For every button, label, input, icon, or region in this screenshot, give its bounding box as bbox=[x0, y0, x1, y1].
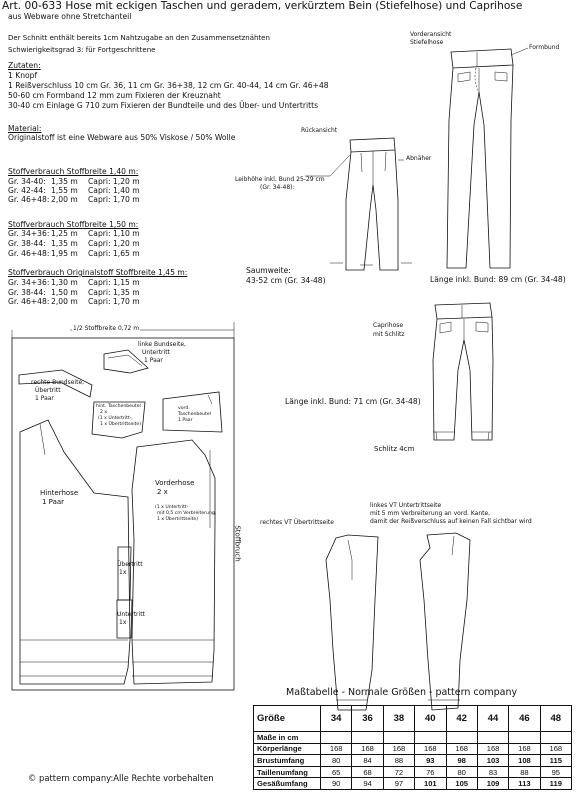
verbrauch-capri: Capri: 1,65 m bbox=[88, 249, 140, 258]
label-saumweite-value: 43-52 cm (Gr. 34-48) bbox=[246, 276, 326, 285]
table-cell: 101 bbox=[415, 778, 446, 790]
label-abnaeher: Abnäher bbox=[406, 155, 432, 162]
label-leibhoehe: Leibhöhe inkl. Bund 25-29 cm bbox=[235, 176, 325, 183]
label-uebertritt: Übertritt bbox=[117, 561, 143, 568]
table-cell: 90 bbox=[321, 778, 352, 790]
table-cell: 168 bbox=[509, 743, 540, 755]
label-mit-schlitz: mit Schlitz bbox=[373, 331, 405, 338]
label-untertritt: 1x bbox=[119, 619, 127, 626]
label-stoffkante bbox=[0, 525, 2, 561]
table-cell: 95 bbox=[540, 766, 571, 778]
table-row-label: Brustumfang bbox=[254, 755, 321, 767]
label-vt-rechts: rechtes VT Übertrittseite bbox=[260, 519, 334, 526]
label-vord-beutel: 1 Paar bbox=[178, 418, 193, 423]
front-view-stiefelhose bbox=[447, 48, 528, 268]
label-untertritt: Untertritt bbox=[117, 611, 145, 618]
verbrauch-amount: 1,50 m bbox=[51, 288, 78, 297]
verbrauch-size: Gr. 34+36: bbox=[8, 229, 50, 238]
label-vord-beutel: Taschenbeutel bbox=[178, 412, 211, 417]
table-size: 38 bbox=[383, 706, 414, 732]
table-cell: 119 bbox=[540, 778, 571, 790]
zutaten-line: 1 Reißverschluss 10 cm Gr. 36, 11 cm Gr. 36+38, 12 cm Gr. 40-44, 14 cm Gr. 46+48 bbox=[8, 81, 329, 90]
label-hinterhose: Hinterhose bbox=[40, 489, 79, 497]
verbrauch-heading: Stoffverbrauch Stoffbreite 1,50 m: bbox=[8, 220, 139, 229]
label-caprihose: Caprihose bbox=[373, 322, 404, 329]
verbrauch-size: Gr. 46+48: bbox=[8, 195, 50, 204]
difficulty: Schwierigkeitsgrad 3: für Fortgeschrittene bbox=[8, 46, 156, 54]
table-size: 36 bbox=[352, 706, 383, 732]
table-size: 34 bbox=[321, 706, 352, 732]
label-rechte-bundseite: Übertritt bbox=[35, 387, 61, 394]
label-uebertritt: 1x bbox=[119, 569, 127, 576]
table-row bbox=[254, 732, 572, 744]
table-cell: 105 bbox=[446, 778, 477, 790]
table-cell: 68 bbox=[352, 766, 383, 778]
label-hinterhose: 1 Paar bbox=[42, 498, 65, 506]
table-row bbox=[254, 778, 572, 790]
zutaten-line: 30-40 cm Einlage G 710 zum Fixieren der Bundteile und des Über- und Untertritts bbox=[8, 101, 319, 110]
table-masse-label: Maße in cm bbox=[254, 732, 321, 744]
verbrauch-size: Gr. 38-44: bbox=[8, 288, 46, 297]
table-row bbox=[254, 766, 572, 778]
label-saumweite: Saumweite: bbox=[246, 266, 291, 275]
verbrauch-capri: Capri: 1,20 m bbox=[88, 239, 140, 248]
verbrauch-capri: Capri: 1,40 m bbox=[88, 186, 140, 195]
label-schlitz: Schlitz 4cm bbox=[374, 445, 415, 453]
copyright-footer bbox=[28, 773, 214, 783]
table-cell: 168 bbox=[415, 743, 446, 755]
table-cell: 98 bbox=[446, 755, 477, 767]
table-cell: 115 bbox=[540, 755, 571, 767]
verbrauch-capri: Capri: 1,15 m bbox=[88, 278, 140, 287]
verbrauch-size: Gr. 46+48: bbox=[8, 249, 50, 258]
table-cell: 88 bbox=[383, 755, 414, 767]
table-cell: 76 bbox=[415, 766, 446, 778]
verbrauch-capri: Capri: 1,35 m bbox=[88, 288, 140, 297]
label-vorderhose: (1 x Untertritt- bbox=[155, 505, 189, 510]
label-laenge-capri: Länge inkl. Bund: 71 cm (Gr. 34-48) bbox=[285, 397, 421, 406]
label-vorderhose: 1 x Übertrittseite) bbox=[157, 517, 199, 522]
label-vorderansicht: Vorderansicht bbox=[410, 31, 452, 38]
table-cell: 72 bbox=[383, 766, 414, 778]
table-row bbox=[254, 743, 572, 755]
table-size: 46 bbox=[509, 706, 540, 732]
verbrauch-size: Gr. 34+36: bbox=[8, 278, 50, 287]
table-row bbox=[254, 755, 572, 767]
table-cell: 65 bbox=[321, 766, 352, 778]
verbrauch-capri: Capri: 1,70 m bbox=[88, 297, 140, 306]
table-cell: 168 bbox=[477, 743, 508, 755]
verbrauch-size: Gr. 34-40: bbox=[8, 177, 46, 186]
table-size: 42 bbox=[446, 706, 477, 732]
zutaten-line: 1 Knopf bbox=[8, 71, 38, 80]
verbrauch-size: Gr. 46+48: bbox=[8, 297, 50, 306]
label-linke-bundseite: Untertritt bbox=[142, 349, 170, 356]
label-stoffbreite: 1/2 Stoffbreite 0,72 m bbox=[73, 325, 140, 332]
table-cell: 84 bbox=[352, 755, 383, 767]
verbrauch-size: Gr. 38-44: bbox=[8, 239, 46, 248]
page-title: Art. 00-633 Hose mit eckigen Taschen und geradem, verkürztem Bein (Stiefelhose) und Caprihose bbox=[2, 0, 523, 12]
table-size: 48 bbox=[540, 706, 571, 732]
table-row-label: Körperlänge bbox=[254, 743, 321, 755]
verbrauch-heading: Stoffverbrauch Stoffbreite 1,40 m: bbox=[8, 167, 139, 176]
table-cell: 83 bbox=[477, 766, 508, 778]
copyright-icon: © bbox=[28, 773, 37, 783]
capri-view bbox=[433, 303, 493, 440]
verbrauch-amount: 1,25 m bbox=[51, 229, 78, 238]
table-cell: 168 bbox=[446, 743, 477, 755]
label-vorderhose: mit 0,5 cm Verbreiterung, bbox=[157, 511, 217, 516]
label-stoffbruch: Stoffbruch bbox=[233, 525, 242, 562]
table-cell: 103 bbox=[477, 755, 508, 767]
material-heading: Material: bbox=[8, 124, 42, 133]
label-rechte-bundseite: rechte Bundseite, bbox=[31, 379, 85, 386]
table-row-label: Gesäßumfang bbox=[254, 778, 321, 790]
label-vorderhose: 2 x bbox=[157, 488, 168, 496]
label-linke-bundseite: 1 Paar bbox=[144, 357, 163, 364]
table-cell: 109 bbox=[477, 778, 508, 790]
verbrauch-amount: 2,00 m bbox=[51, 195, 78, 204]
table-cell: 80 bbox=[446, 766, 477, 778]
table-cell: 108 bbox=[509, 755, 540, 767]
verbrauch-size: Gr. 42-44: bbox=[8, 186, 46, 195]
table-size-label: Größe bbox=[254, 706, 321, 732]
table-cell: 88 bbox=[509, 766, 540, 778]
material-line: Originalstoff ist eine Webware aus 50% Viskose / 50% Wolle bbox=[8, 133, 236, 142]
label-vt-links: linkes VT Untertrittseite bbox=[370, 502, 442, 509]
label-leibhoehe-size: (Gr. 34-48): bbox=[260, 184, 295, 191]
verbrauch-capri: Capri: 1,20 m bbox=[88, 177, 140, 186]
table-cell: 93 bbox=[415, 755, 446, 767]
verbrauch-amount: 1,55 m bbox=[51, 186, 78, 195]
label-hint-beutel: hint. Taschenbeutel bbox=[96, 404, 141, 409]
table-row-label: Taillenumfang bbox=[254, 766, 321, 778]
label-vt-links-note: mit 5 mm Verbreiterung an vord. Kante, bbox=[370, 510, 491, 517]
zutaten-heading: Zutaten: bbox=[8, 61, 41, 70]
back-view bbox=[305, 138, 412, 270]
front-panels bbox=[326, 533, 470, 710]
seam-note: Der Schnitt enthält bereits 1cm Nahtzugabe an den Zusammensetznähten bbox=[8, 34, 270, 42]
label-vord-beutel: vord. bbox=[178, 406, 190, 411]
verbrauch-amount: 1,35 m bbox=[51, 239, 78, 248]
label-linke-bundseite: linke Bundseite, bbox=[138, 341, 186, 348]
table-cell: 80 bbox=[321, 755, 352, 767]
verbrauch-capri: Capri: 1,10 m bbox=[88, 229, 140, 238]
label-stiefelhose: Stiefelhose bbox=[410, 39, 444, 46]
table-title: Maßtabelle - Normale Größen - pattern company bbox=[286, 687, 518, 698]
size-table bbox=[253, 705, 572, 790]
subtitle: aus Webware ohne Stretchanteil bbox=[8, 12, 132, 21]
label-vt-links-note: damit der Reißverschluss auf keinen Fall sichtbar wird bbox=[370, 518, 532, 525]
table-cell: 168 bbox=[321, 743, 352, 755]
table-cell: 113 bbox=[509, 778, 540, 790]
table-row bbox=[254, 706, 572, 732]
label-vorderhose: Vorderhose bbox=[155, 479, 195, 487]
verbrauch-capri: Capri: 1,70 m bbox=[88, 195, 140, 204]
label-hint-beutel: (1 x Untertritt-, bbox=[98, 416, 133, 421]
table-size: 44 bbox=[477, 706, 508, 732]
verbrauch-amount: 1,95 m bbox=[51, 249, 78, 258]
label-hint-beutel: 2 x bbox=[100, 410, 108, 415]
table-cell: 94 bbox=[352, 778, 383, 790]
label-formbund: Formbund bbox=[529, 44, 560, 51]
label-laenge-stiefel: Länge inkl. Bund: 89 cm (Gr. 34-48) bbox=[430, 275, 566, 284]
verbrauch-heading: Stoffverbrauch Originalstoff Stoffbreite 1,45 m: bbox=[8, 268, 188, 277]
table-cell: 168 bbox=[383, 743, 414, 755]
label-rueckansicht: Rückansicht bbox=[301, 127, 338, 134]
copyright-text: pattern company:Alle Rechte vorbehalten bbox=[39, 773, 214, 783]
table-cell: 168 bbox=[540, 743, 571, 755]
table-cell: 97 bbox=[383, 778, 414, 790]
label-rechte-bundseite: 1 Paar bbox=[35, 395, 54, 402]
verbrauch-amount: 1,35 m bbox=[51, 177, 78, 186]
label-hint-beutel: 1 x Übertrittseite) bbox=[100, 422, 142, 427]
verbrauch-amount: 2,00 m bbox=[51, 297, 78, 306]
verbrauch-amount: 1,30 m bbox=[51, 278, 78, 287]
zutaten-line: 50-60 cm Formband 12 mm zum Fixieren der Kreuznaht bbox=[8, 91, 221, 100]
table-size: 40 bbox=[415, 706, 446, 732]
cutting-layout bbox=[12, 322, 234, 690]
table-cell: 168 bbox=[352, 743, 383, 755]
